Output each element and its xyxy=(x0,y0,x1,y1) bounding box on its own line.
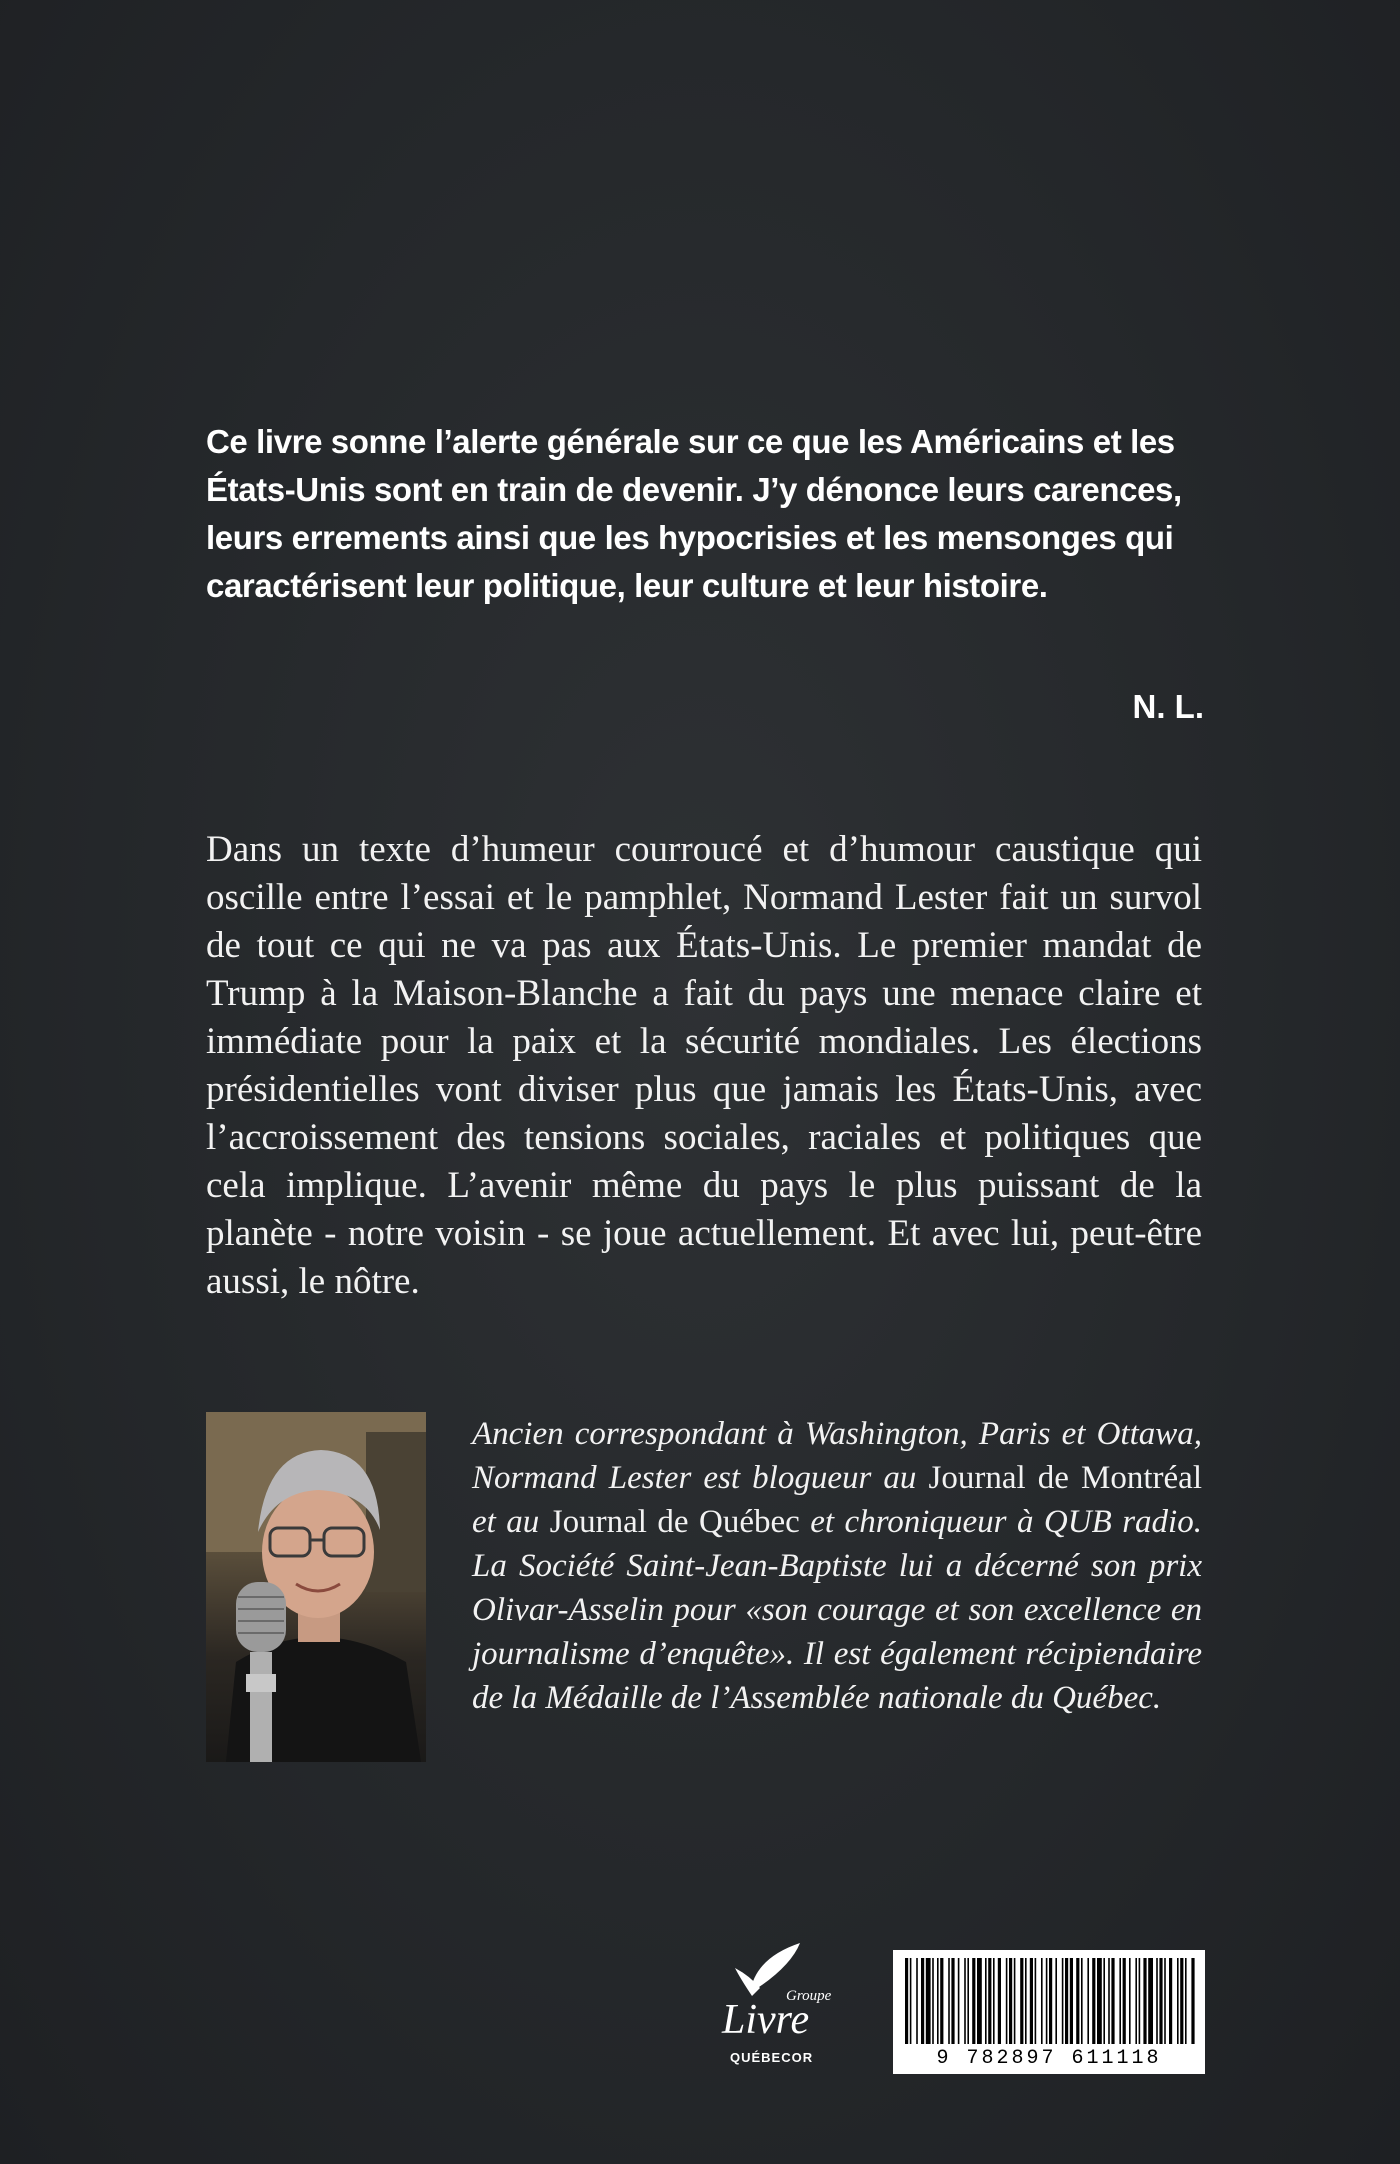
barcode-bar xyxy=(988,1958,991,2044)
barcode-bar xyxy=(1087,1958,1089,2044)
publisher-groupe: Groupe xyxy=(786,1988,832,2004)
author-photo xyxy=(206,1412,426,1762)
barcode-bar xyxy=(1030,1958,1033,2044)
barcode-bar xyxy=(972,1958,975,2044)
barcode-bar xyxy=(1191,1958,1194,2044)
barcode-bar xyxy=(1111,1958,1114,2044)
barcode-bar xyxy=(1065,1958,1068,2044)
barcode-bar xyxy=(1103,1958,1105,2044)
barcode-bar xyxy=(1119,1958,1121,2044)
barcode-bar xyxy=(1139,1958,1141,2044)
isbn-barcode xyxy=(893,1950,1205,2074)
barcode-bar xyxy=(1014,1958,1016,2044)
bio-text-2: et au xyxy=(472,1504,550,1540)
barcode-bar xyxy=(985,1958,987,2044)
barcode-bar xyxy=(1020,1958,1023,2044)
isbn-digits: 9 782897 611118 xyxy=(936,2047,1162,2070)
barcode-bar xyxy=(1156,1958,1158,2044)
barcode-bar xyxy=(1159,1958,1162,2044)
barcode-bar xyxy=(1076,1958,1079,2044)
barcode-bar xyxy=(905,1958,908,2044)
barcode-bar xyxy=(993,1958,995,2044)
barcode-bar xyxy=(948,1958,950,2044)
author-bio xyxy=(472,1412,1202,1720)
barcode-bar xyxy=(1049,1958,1052,2044)
barcode-bar xyxy=(1129,1958,1131,2044)
barcode-bar xyxy=(1143,1958,1146,2044)
barcode-bar xyxy=(977,1958,982,2044)
barcode-bar xyxy=(1185,1958,1187,2044)
barcode-bar xyxy=(1062,1958,1064,2044)
barcode-bar xyxy=(1135,1958,1137,2044)
publisher-logo xyxy=(700,1938,850,2078)
publisher-livre: Livre xyxy=(722,1997,810,2043)
barcode-bar xyxy=(1009,1958,1012,2044)
barcode-bar xyxy=(1108,1958,1110,2044)
barcode-bar xyxy=(940,1958,943,2044)
barcode-bar xyxy=(916,1958,918,2044)
barcode-bars xyxy=(903,1958,1195,2044)
barcode-bar xyxy=(1123,1958,1126,2044)
publisher-quebecor: QUÉBECOR xyxy=(730,2050,814,2065)
barcode-bar xyxy=(1180,1958,1183,2044)
barcode-bar xyxy=(921,1958,924,2044)
bio-text-3: et chroniqueur à QUB radio. La Société Saint-Jean-Baptiste lui a décerné son prix Olivar-Asselin pour «son courage et son excellence en journalisme d’enquête». Il est également récipiendaire de la Médaille de l’Assemblée nationale du Québec. xyxy=(472,1504,1202,1716)
barcode-bar xyxy=(951,1958,954,2044)
barcode-bar xyxy=(1006,1958,1008,2044)
barcode-bar xyxy=(964,1958,966,2044)
barcode-bar xyxy=(926,1958,931,2044)
barcode-bar xyxy=(910,1958,912,2044)
bio-journal-1: Journal de Montréal xyxy=(928,1460,1202,1496)
barcode-bar xyxy=(1177,1958,1179,2044)
barcode-bar xyxy=(1148,1958,1153,2044)
barcode-bar xyxy=(1092,1958,1095,2044)
back-cover-blurb: Ce livre sonne l’alerte générale sur ce que les Américains et les États-Unis sont en train de devenir. J’y dénonce leurs carences, leurs errements ainsi que les hypocrisies et les mensonges qui caractérisent leur politique, leur culture et leur histoire. xyxy=(206,423,1182,604)
bio-journal-2: Journal de Québec xyxy=(549,1504,800,1540)
barcode-bar xyxy=(1097,1958,1102,2044)
barcode-bar xyxy=(998,1958,1001,2044)
barcode-bar xyxy=(967,1958,969,2044)
barcode-bar xyxy=(1169,1958,1172,2044)
barcode-bar xyxy=(958,1958,960,2044)
barcode-bar xyxy=(1055,1958,1057,2044)
barcode-bar xyxy=(1046,1958,1048,2044)
barcode-bar xyxy=(932,1958,934,2044)
author-initials: N. L. xyxy=(1132,688,1204,725)
barcode-bar xyxy=(1070,1958,1073,2044)
barcode-bar xyxy=(937,1958,939,2044)
barcode-bar xyxy=(1164,1958,1166,2044)
barcode-bar xyxy=(1035,1958,1037,2044)
barcode-bar xyxy=(1041,1958,1043,2044)
book-summary: Dans un texte d’humeur courroucé et d’humour caustique qui oscille entre l’essai et le pamphlet, Normand Lester fait un survol de tout ce qui ne va pas aux États-Unis. Le premier mandat de Trump à la Maison-Blanche a fait du pays une menace claire et immédiate pour la paix et la sécurité mondiales. Les élections présidentielles vont diviser plus que jamais les États-Unis, avec l’accroissement des tensions sociales, raciales et politiques que cela implique. L’avenir même du pays le plus puissant de la planète - notre voisin - se joue actuellement. Et avec lui, peut-être aussi, le nôtre. xyxy=(206,829,1202,1302)
barcode-bar xyxy=(1025,1958,1027,2044)
barcode-bar xyxy=(1081,1958,1083,2044)
bio-text-1: Ancien correspondant à Washington, Paris et Ottawa, Normand Lester est blogueur au xyxy=(472,1416,1202,1496)
